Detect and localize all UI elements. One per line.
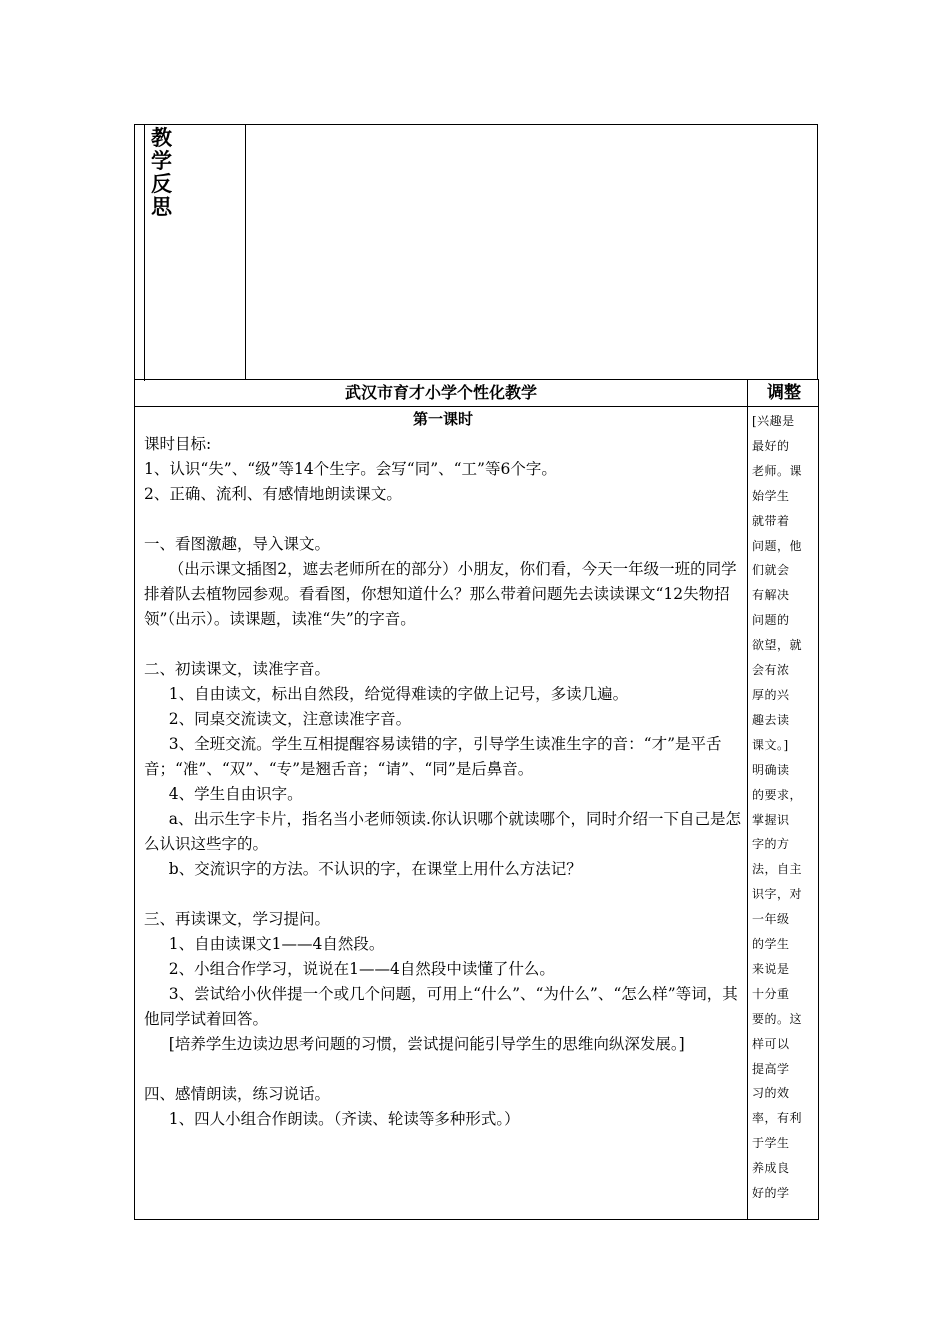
teaching-note: [培养学生边读边思考问题的习惯，尝试提问能引导学生的思维向纵深发展。]	[168, 1035, 685, 1053]
adjust-note-line: 的学生	[752, 937, 790, 952]
reflection-label-char: 学	[151, 149, 172, 173]
section-paragraph: （出示课文插图2，遮去老师所在的部分）小朋友，你们看，今天一年级一班的同学排着队去植物园参观。看看图，你想知道什么？那么带着问题先去读读课文“12失物招领”（出示）。读课题，读准“失”的字音。	[144, 560, 737, 628]
adjust-note-line: 有解决	[752, 588, 790, 603]
adjust-note-line: 来说是	[752, 961, 790, 976]
adjust-note-line: 提高学	[752, 1061, 790, 1076]
school-title: 武汉市育才小学个性化教学	[344, 383, 537, 402]
adjust-note-line: 的要求，	[752, 787, 803, 802]
step-item: 3、尝试给小伙伴提一个或几个问题，可用上“什么”、“为什么”、“怎么样”等词，其他同学试着回答。	[144, 985, 738, 1028]
adjust-note-line: 就带着	[752, 513, 790, 528]
adjust-note-line: 课文。]	[752, 737, 789, 752]
adjust-notes	[752, 409, 814, 1206]
column-divider	[747, 380, 748, 1219]
adjust-note-line: 们就会	[752, 563, 790, 578]
adjust-note-line: 趣去读	[752, 712, 790, 727]
table-border-stub	[144, 124, 145, 381]
adjust-note-line: 问题的	[752, 613, 790, 628]
reflection-label-char: 思	[151, 195, 172, 219]
step-item: 1、四人小组合作朗读。（齐读、轮读等多种形式。）	[168, 1110, 520, 1128]
adjust-note-line: 厚的兴	[752, 687, 790, 702]
adjust-note-line: 于学生	[752, 1136, 790, 1151]
spacer	[144, 632, 742, 657]
adjust-note-line: 问题，他	[752, 538, 803, 553]
reflection-label-char: 反	[151, 172, 172, 196]
spacer	[144, 1057, 742, 1082]
adjust-note-line: 十分重	[752, 986, 790, 1001]
spacer	[144, 507, 742, 532]
step-item: 2、同桌交流读文，注意读准字音。	[168, 710, 412, 728]
section-heading: 四、感情朗读，练习说话。	[144, 1085, 331, 1103]
step-item: 4、学生自由识字。	[168, 785, 303, 803]
adjust-note-line: [兴趣是	[752, 414, 795, 428]
adjust-note-line: 明确读	[752, 762, 790, 777]
adjust-note-line: 老师。课	[752, 463, 803, 478]
objectives-heading: 课时目标:	[144, 435, 212, 453]
adjust-note-line: 一年级	[752, 912, 790, 927]
step-item: 1、自由读课文1——4自然段。	[168, 935, 385, 953]
adjust-note-line: 养成良	[752, 1161, 790, 1176]
adjust-column-header: 调整	[767, 383, 801, 403]
column-divider	[245, 125, 246, 379]
section-heading: 一、看图激趣，导入课文。	[144, 535, 331, 553]
adjust-note-line: 会有浓	[752, 663, 790, 678]
lesson-content	[144, 407, 742, 1132]
objective-item: 2、正确、流利、有感情地朗读课文。	[144, 485, 402, 503]
reflection-label-char: 教	[151, 126, 172, 150]
reflection-label	[151, 127, 181, 219]
step-item: 2、小组合作学习，说说在1——4自然段中读懂了什么。	[168, 960, 555, 978]
adjust-note-line: 好的学	[752, 1186, 790, 1201]
adjust-note-line: 样可以	[752, 1036, 790, 1051]
adjust-note-line: 法，自主	[752, 862, 803, 877]
adjust-note-line: 字的方	[752, 837, 790, 852]
adjust-note-line: 掌握识	[752, 812, 790, 827]
adjust-note-line: 要的。这	[752, 1011, 803, 1026]
objective-item: 1、认识“失”、“级”等14个生字。会写“同”、“工”等6个字。	[144, 460, 557, 478]
step-item: 1、自由读文，标出自然段，给觉得难读的字做上记号，多读几遍。	[168, 685, 629, 703]
adjust-note-line: 率，有利	[752, 1111, 803, 1126]
lesson-plan-table	[134, 379, 819, 1220]
spacer	[144, 882, 742, 907]
step-item: 3、全班交流。学生互相提醒容易读错的字，引导学生读准生字的音：“才”是平舌音；“准”、“双”、“专”是翘舌音；“请”、“同”是后鼻音。	[144, 735, 722, 778]
adjust-note-line: 最好的	[752, 438, 790, 453]
teaching-reflection-table	[134, 124, 818, 380]
step-item: b、交流识字的方法。不认识的字，在课堂上用什么方法记？	[168, 860, 582, 878]
period-title: 第一课时	[412, 410, 473, 428]
section-heading: 三、再读课文，学习提问。	[144, 910, 331, 928]
step-item: a、出示生字卡片，指名当小老师领读.你认识哪个就读哪个，同时介绍一下自己是怎么认识这些字的。	[144, 810, 741, 853]
adjust-note-line: 始学生	[752, 488, 790, 503]
adjust-note-line: 识字，对	[752, 887, 803, 902]
adjust-note-line: 欲望，就	[752, 638, 803, 653]
section-heading: 二、初读课文，读准字音。	[144, 660, 331, 678]
adjust-note-line: 习的效	[752, 1086, 790, 1101]
